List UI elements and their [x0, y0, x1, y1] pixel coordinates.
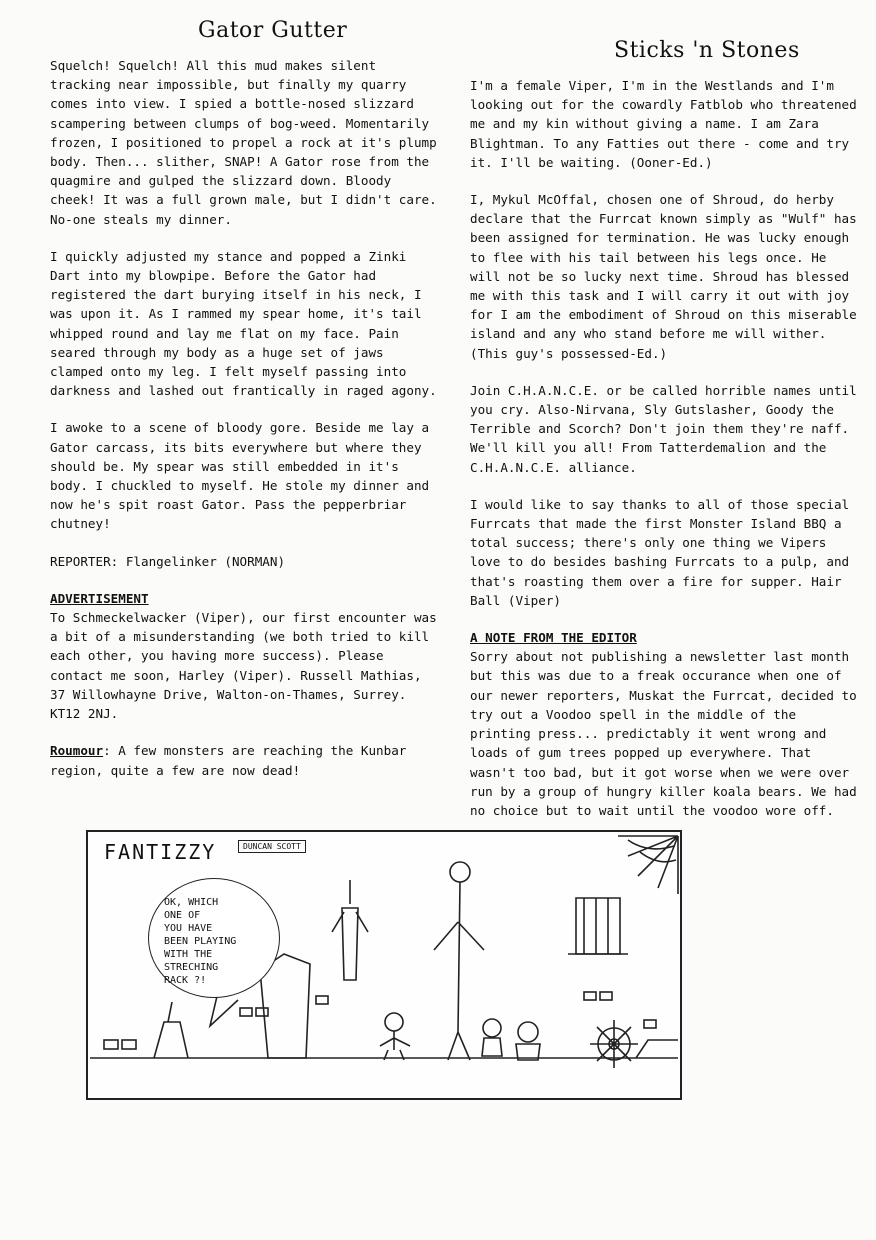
- right-paragraph-2: I, Mykul McOffal, chosen one of Shroud, do herby declare that the Furrcat known simply as "Wulf" has been assigned for termination. He was lucky enough to flee with his tail between his legs once. He will not be so lucky next time. Shroud has blessed me with this task and I will carry it out with joy for I am the embodiment of Shroud on this miserable island and any who stand before me will wither. (This guy's possessed-Ed.): [470, 192, 857, 361]
- right-column: [470, 76, 862, 838]
- editor-note-text: Sorry about not publishing a newsletter last month but this was due to a freak occurance when one of our newer reporters, Muskat the Furrcat, decided to try out a Voodoo spell in the middle of the printing press... predictably it went wrong and loads of gum trees popped up everywhere. That wasn't too bad, but it got worse when we were over run by a group of hungry killer koala bears. We had no choice but to wait until the voodoo wore off.: [470, 649, 857, 818]
- editor-note-label: A NOTE FROM THE EDITOR: [470, 630, 637, 646]
- ad-label: ADVERTISEMENT: [50, 590, 149, 606]
- right-paragraph-1: I'm a female Viper, I'm in the Westlands and I'm looking out for the cowardly Fatblob who threatened me and my kin without giving a name. I am Zara Blightman. To any Fatties out there - come and try it. I'll be waiting. (Ooner-Ed.): [470, 78, 857, 170]
- cartoon-panel: [86, 830, 682, 1100]
- rumour-text: : A few monsters are reaching the Kunbar region, quite a few are now dead!: [50, 743, 407, 778]
- right-title: Sticks 'n Stones: [614, 38, 800, 63]
- ad-text: To Schmeckelwacker (Viper), our first encounter was a bit of a misunderstanding (we both tried to kill each other, you having more success). Please contact me soon, Harley (Viper). Russell Mathias, 37 Willowhayne Drive, Walton-on-Thames, Surrey. KT12 2NJ.: [50, 610, 437, 722]
- cartoon-title: FANTIZZY: [104, 840, 217, 864]
- left-paragraph-3: I awoke to a scene of bloody gore. Beside me lay a Gator carcass, its bits everywhere but where they should be. My spear was still embedded in it's body. I chuckled to myself. He stole my dinner and now he's spit roast Gator. Pass the pepperbriar chutney!: [50, 420, 430, 532]
- rumour-label: Roumour: [50, 743, 104, 759]
- right-paragraph-3: Join C.H.A.N.C.E. or be called horrible names until you cry. Also-Nirvana, Sly Gutslasher, Goody the Terrible and Scorch? Don't join them they're naff. We'll kill you all! From Tatterdemalion and the C.H.A.N.C.E. alliance.: [470, 382, 857, 475]
- left-paragraph-1: Squelch! Squelch! All this mud makes silent tracking near impossible, but finally my quarry comes into view. I spied a bottle-nosed slizzard scampering between clumps of bog-weed. Momentarily frozen, I positioned to propel a rock at it's plump body. Then... slither, SNAP! A Gator rose from the quagmire and gulped the slizzard down. Bloody cheek! It was a full grown male, but I didn't care. No-one steals my dinner.: [50, 58, 437, 227]
- right-paragraph-4: I would like to say thanks to all of those special Furrcats that made the first Monster Island BBQ a total success; there's only one thing we Vipers love to do besides bashing Furrcats to a pulp, and that's roasting them over a fire for supper. Hair Ball (Viper): [470, 496, 850, 608]
- left-title: Gator Gutter: [198, 18, 348, 43]
- speech-bubble-text: OK, WHICH ONE OF YOU HAVE BEEN PLAYING WITH THE STRECHING RACK ?!: [164, 897, 237, 986]
- reporter-line: REPORTER: Flangelinker (NORMAN): [50, 553, 286, 569]
- left-column: [50, 56, 442, 798]
- left-paragraph-2: I quickly adjusted my stance and popped a Zinki Dart into my blowpipe. Before the Gator had registered the dart burying itself in his neck, I was upon it. As I rammed my spear home, it's tail whipped round and lay me flat on my face. Pain seared through my body as a huge set of jaws clamped onto my leg. I felt myself passing into darkness and lashed out frantically in raged agony.: [50, 248, 437, 399]
- rumour: [50, 741, 442, 779]
- cartoon-artist: DUNCAN SCOTT: [238, 840, 306, 853]
